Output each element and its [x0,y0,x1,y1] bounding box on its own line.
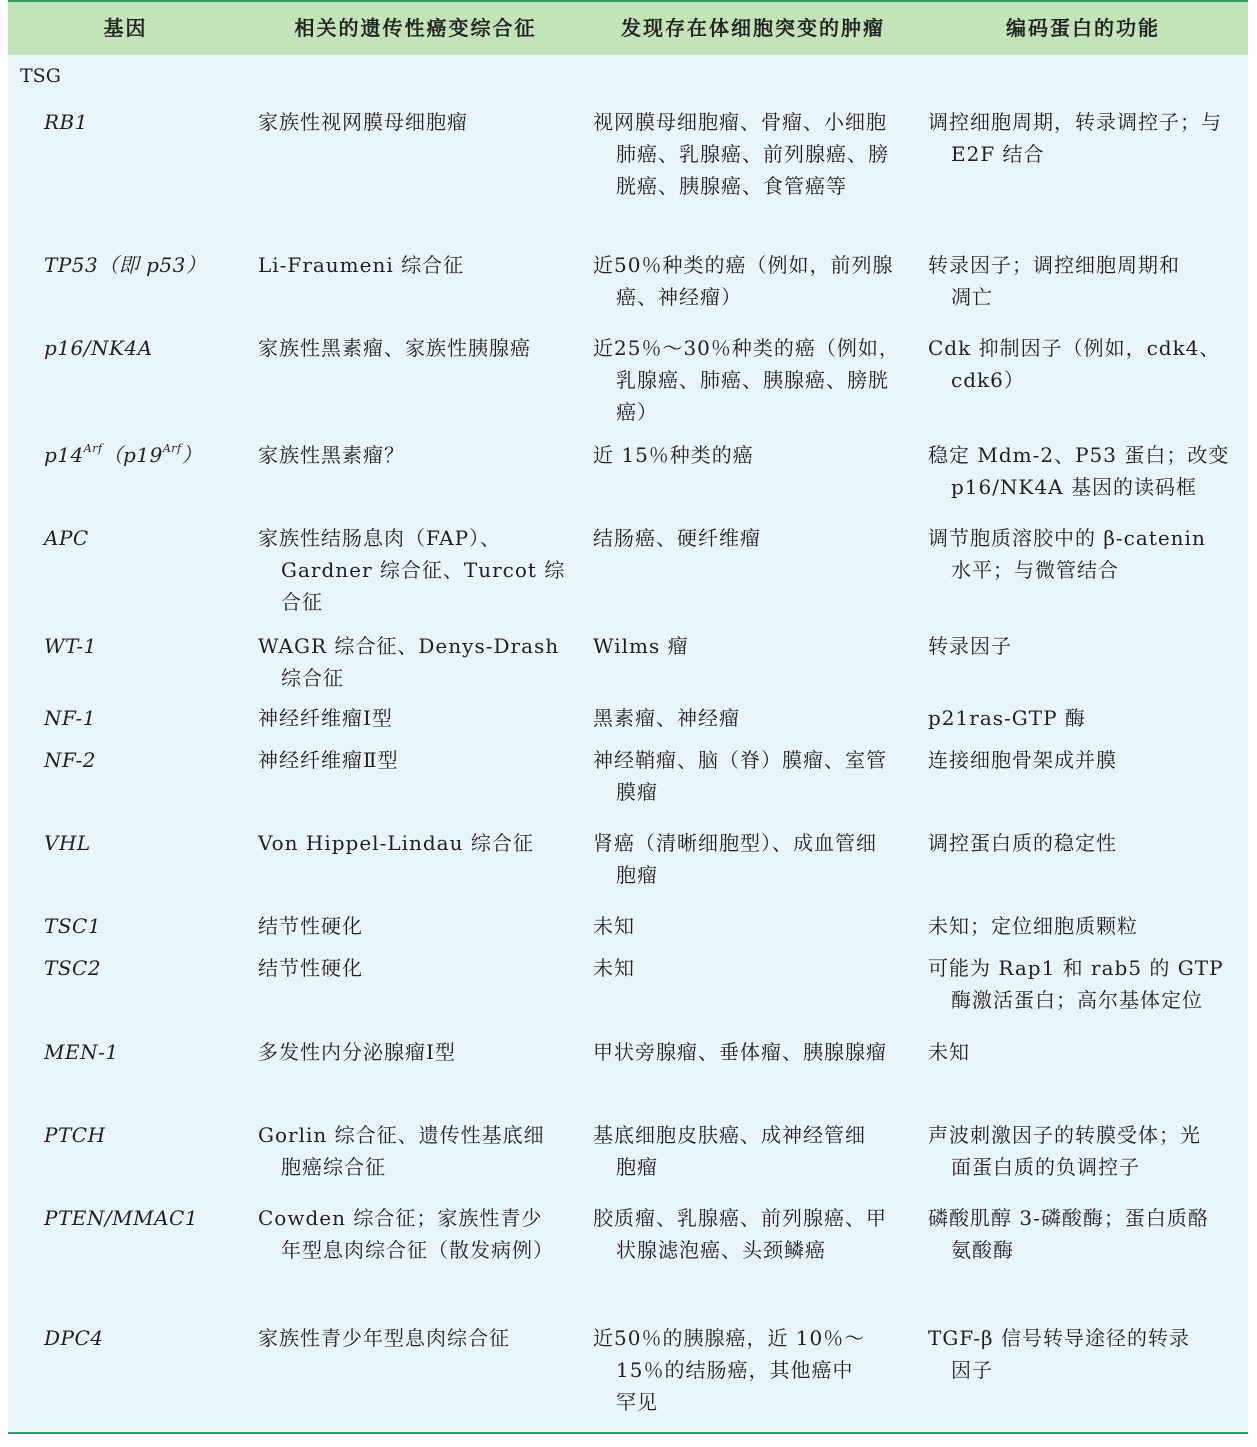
tumors-cell: 近50％的胰腺癌，近 10％～ 15％的结肠癌，其他癌中 罕见 [593,1326,866,1414]
tumors-cell: 甲状旁腺瘤、垂体瘤、胰腺腺瘤 [593,1040,887,1064]
function-cell: 调节胞质溶胶中的 β-catenin 水平；与微管结合 [928,526,1206,582]
tumors-cell: 结肠癌、硬纤维瘤 [593,526,761,550]
syndrome-cell: Von Hippel-Lindau 综合征 [258,831,534,855]
gene-part: Arf [83,442,103,456]
syndrome-cell: 多发性内分泌腺瘤Ⅰ型 [258,1040,456,1064]
tumors-cell: 肾癌（清晰细胞型）、成血管细 胞瘤 [593,831,877,887]
table-bottom-rule [8,1432,1248,1434]
tumors-cell: 胶质瘤、乳腺癌、前列腺癌、甲 状腺滤泡癌、头颈鳞癌 [593,1206,887,1262]
function-cell: 转录因子 [928,634,1012,658]
function-cell: Cdk 抑制因子（例如，cdk4、 cdk6） [928,336,1221,392]
syndrome-cell: Li-Fraumeni 综合征 [258,253,465,277]
gene-cell: DPC4 [44,1326,104,1350]
syndrome-cell: 结节性硬化 [258,956,363,980]
gene-cell [44,439,244,471]
header-function: 编码蛋白的功能 [1006,16,1160,40]
tumors-cell: 基底细胞皮肤癌、成神经管细 胞瘤 [593,1123,866,1179]
header-gene: 基因 [103,16,148,40]
header-syndrome: 相关的遗传性癌变综合征 [294,16,537,40]
function-cell: 未知 [928,1040,970,1064]
gene-part: （p19 [102,443,163,467]
gene-cell: MEN-1 [44,1040,119,1064]
tumors-cell: 近50％种类的癌（例如，前列腺 癌、神经瘤） [593,253,894,309]
syndrome-cell: 结节性硬化 [258,914,363,938]
syndrome-cell: 神经纤维瘤Ⅰ型 [258,706,393,730]
gene-cell: TSC1 [44,914,102,938]
syndrome-cell: WAGR 综合征、Denys-Drash 综合征 [258,634,560,690]
syndrome-cell: 神经纤维瘤Ⅱ型 [258,748,399,772]
tumors-cell: 近 15％种类的癌 [593,443,754,467]
function-cell: p21ras-GTP 酶 [928,706,1086,730]
tumors-cell: Wilms 瘤 [593,634,689,658]
syndrome-cell: 家族性黑素瘤？ [258,443,405,467]
function-cell: 连接细胞骨架成并膜 [928,748,1117,772]
tumors-cell: 未知 [593,914,635,938]
syndrome-cell: Gorlin 综合征、遗传性基底细 胞癌综合征 [258,1123,545,1179]
function-cell: 可能为 Rap1 和 rab5 的 GTP 酶激活蛋白；高尔基体定位 [928,956,1224,1012]
gene-part: Arf [162,442,182,456]
function-cell: 调控蛋白质的稳定性 [928,831,1117,855]
syndrome-cell: 家族性青少年型息肉综合征 [258,1326,510,1350]
syndrome-cell: 家族性结肠息肉（FAP）、 Gardner 综合征、Turcot 综 合征 [258,526,566,614]
tumors-cell: 视网膜母细胞瘤、骨瘤、小细胞 肺癌、乳腺癌、前列腺癌、膀 胱癌、胰腺癌、食管癌等 [593,110,889,198]
gene-cell: VHL [44,831,91,855]
gene-cell: NF-2 [44,748,96,772]
function-cell: TGF-β 信号转导途径的转录 因子 [928,1326,1190,1382]
gene-part: ） [181,443,203,467]
function-cell: 调控细胞周期，转录调控子；与 E2F 结合 [928,110,1222,166]
gene-cell: RB1 [44,110,88,134]
tumors-cell: 神经鞘瘤、脑（脊）膜瘤、室管 膜瘤 [593,748,887,804]
section-label: TSG [20,65,61,87]
gene-cell: p16/NK4A [44,336,153,360]
gene-table [8,0,1248,1434]
table-header [8,2,1248,55]
gene-cell: TP53（即 p53） [44,253,207,277]
gene-cell: WT-1 [44,634,97,658]
tumors-cell: 黑素瘤、神经瘤 [593,706,740,730]
syndrome-cell: 家族性黑素瘤、家族性胰腺癌 [258,336,531,360]
tumors-cell: 未知 [593,956,635,980]
syndrome-cell: Cowden 综合征；家族性青少 年型息肉综合征（散发病例） [258,1206,554,1262]
function-cell: 稳定 Mdm-2、P53 蛋白；改变 p16/NK4A 基因的读码框 [928,443,1230,499]
gene-cell: NF-1 [44,706,96,730]
gene-cell: PTEN/MMAC1 [44,1206,199,1230]
gene-cell: TSC2 [44,956,102,980]
gene-cell: APC [44,526,89,550]
gene-cell: PTCH [44,1123,106,1147]
tumors-cell: 近25％～30％种类的癌（例如， 乳腺癌、肺癌、胰腺癌、膀胱 癌） [593,336,900,424]
function-cell: 声波刺激因子的转膜受体；光 面蛋白质的负调控子 [928,1123,1201,1179]
header-tumors: 发现存在体细胞突变的肿瘤 [621,16,885,40]
function-cell: 磷酸肌醇 3-磷酸酶；蛋白质酪 氨酸酶 [928,1206,1209,1262]
gene-part: p14 [44,443,84,467]
function-cell: 未知；定位细胞质颗粒 [928,914,1138,938]
syndrome-cell: 家族性视网膜母细胞瘤 [258,110,468,134]
function-cell: 转录因子；调控细胞周期和 凋亡 [928,253,1180,309]
